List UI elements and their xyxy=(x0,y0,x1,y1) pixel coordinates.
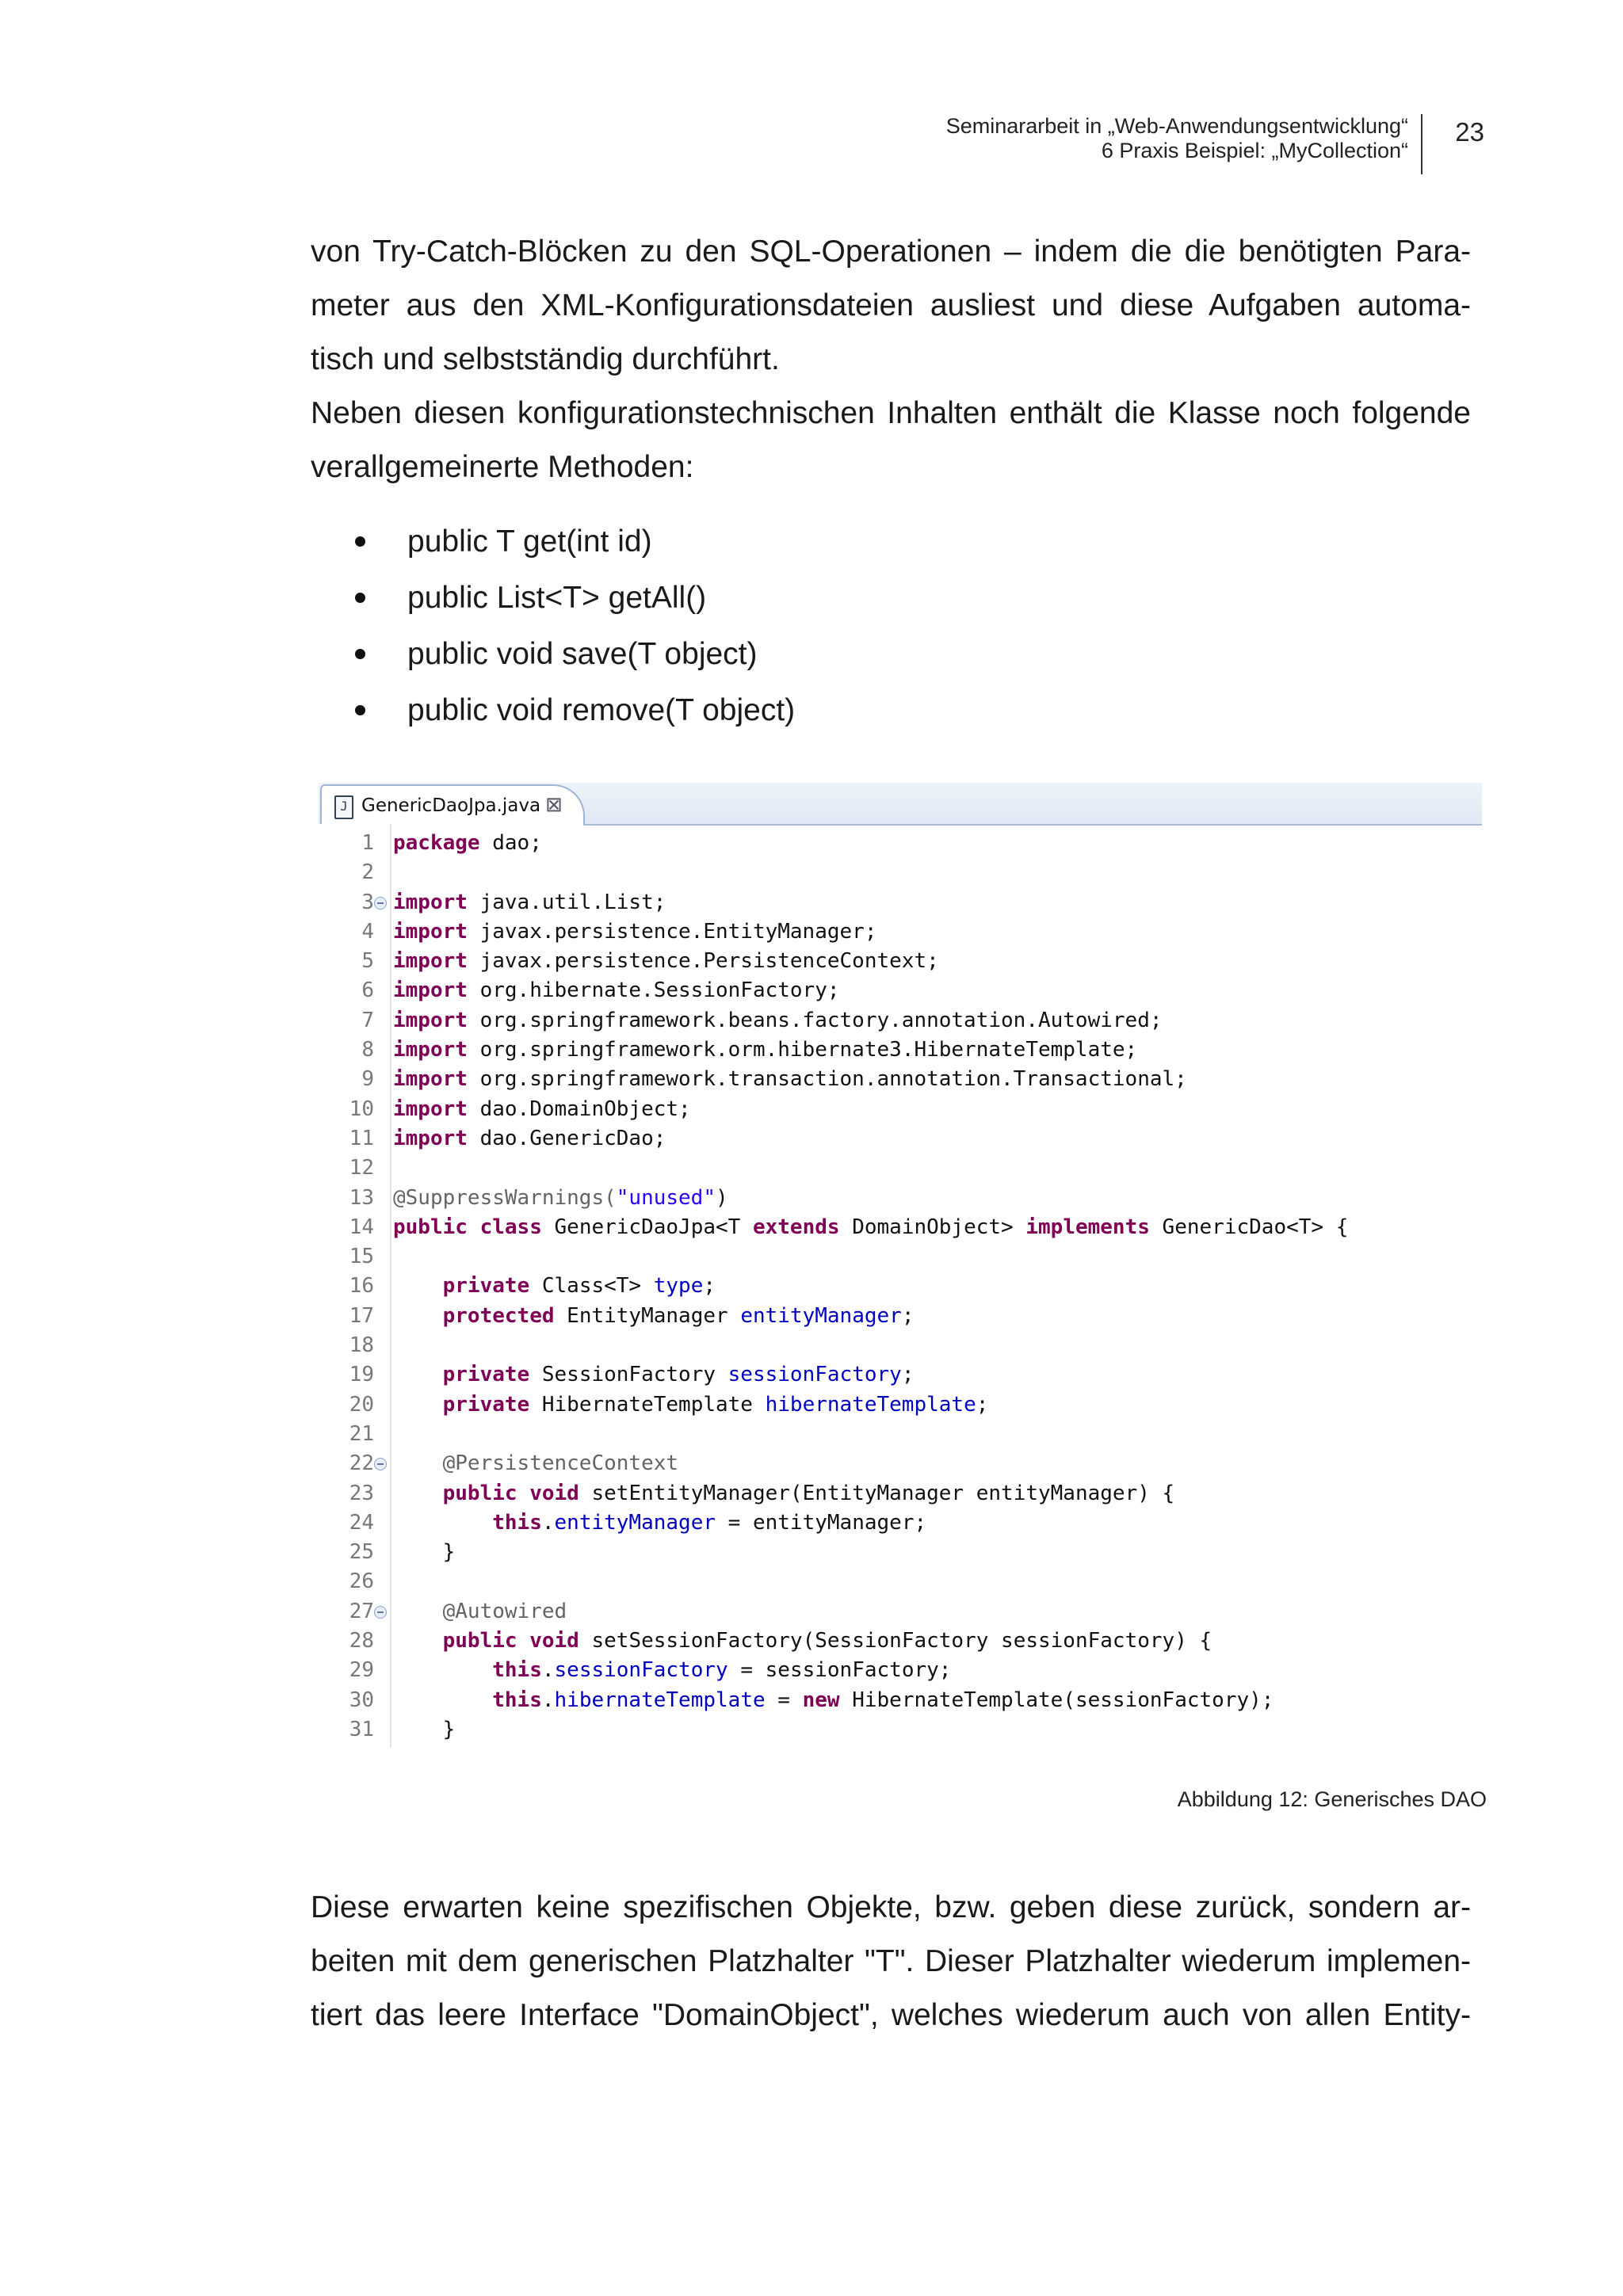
code-editor-screenshot xyxy=(319,783,1482,1748)
method-list xyxy=(355,513,795,738)
intro-paragraph xyxy=(311,225,1471,494)
line-number: 30 xyxy=(349,1688,374,1712)
fold-collapse-icon[interactable] xyxy=(374,1606,387,1619)
method-signature: public void save(T object) xyxy=(407,637,758,671)
page-number: 23 xyxy=(1455,117,1484,147)
line-number: 14 xyxy=(349,1215,374,1239)
bullet-icon xyxy=(355,705,365,715)
text-line: Diese erwarten keine spezifischen Objekte, bzw. geben diese zurück, sondern ar- xyxy=(311,1890,1471,1924)
java-file-icon: J xyxy=(334,795,353,819)
bullet-icon xyxy=(355,649,365,659)
code-line: 31 } xyxy=(319,1715,1482,1745)
fold-collapse-icon[interactable] xyxy=(374,1458,387,1470)
editor-tab-bar xyxy=(319,783,1482,826)
line-number: 6 xyxy=(361,978,374,1003)
text-line: tiert das leere Interface "DomainObject", welches wiederum auch von allen Entity- xyxy=(311,1998,1471,2032)
line-number: 10 xyxy=(349,1097,374,1121)
running-header xyxy=(946,114,1408,163)
text-line: tisch und selbstständig durchführt. xyxy=(311,342,780,376)
editor-tab[interactable] xyxy=(320,784,585,826)
method-signature: public List<T> getAll() xyxy=(407,581,707,615)
line-number: 23 xyxy=(349,1481,374,1505)
code-line: 22 @PersistenceContext xyxy=(319,1449,1482,1478)
line-number: 3 xyxy=(361,890,374,914)
code-line: 23 public void setEntityManager(EntityManager entityManager) { xyxy=(319,1479,1482,1508)
text-line: beiten mit dem generischen Platzhalter "T". Dieser Platzhalter wiederum implemen- xyxy=(311,1944,1471,1978)
code-line: 10 import dao.DomainObject; xyxy=(319,1095,1482,1124)
line-number: 17 xyxy=(349,1303,374,1328)
line-number: 2 xyxy=(361,860,374,885)
line-number: 12 xyxy=(349,1156,374,1180)
line-number: 8 xyxy=(361,1038,374,1062)
code-line xyxy=(319,1242,1482,1272)
line-number: 24 xyxy=(349,1510,374,1535)
figure-caption: Abbildung 12: Generisches DAO xyxy=(1177,1787,1487,1811)
line-number: 31 xyxy=(349,1717,374,1741)
text-line: von Try-Catch-Blöcken zu den SQL-Operationen – indem die die benötigten Para- xyxy=(311,235,1471,269)
code-line: 11 import dao.GenericDao; xyxy=(319,1124,1482,1154)
line-number: 7 xyxy=(361,1008,374,1032)
code-line: 30 this.hibernateTemplate = new HibernateTemplate(sessionFactory); xyxy=(319,1686,1482,1715)
line-number: 20 xyxy=(349,1392,374,1417)
line-number: 29 xyxy=(349,1658,374,1683)
line-number: 28 xyxy=(349,1629,374,1653)
code-line: 7 import org.springframework.beans.factory.annotation.Autowired; xyxy=(319,1006,1482,1035)
code-line: 4 import javax.persistence.EntityManager; xyxy=(319,917,1482,947)
code-line xyxy=(319,1567,1482,1596)
text-line: meter aus den XML-Konfigurationsdateien ausliest und diese Aufgaben automa- xyxy=(311,288,1471,322)
code-line: 1 package dao; xyxy=(319,829,1482,858)
header-divider xyxy=(1421,114,1423,174)
bullet-icon xyxy=(355,536,365,547)
code-line: 13 @SuppressWarnings("unused") xyxy=(319,1184,1482,1213)
line-number: 21 xyxy=(349,1421,374,1446)
list-item xyxy=(355,513,795,570)
list-item xyxy=(355,682,795,738)
line-number: 19 xyxy=(349,1363,374,1387)
line-number: 15 xyxy=(349,1245,374,1269)
code-line: 25 } xyxy=(319,1538,1482,1567)
header-chapter: 6 Praxis Beispiel: „MyCollection“ xyxy=(1101,139,1408,162)
code-line: 24 this.entityManager = entityManager; xyxy=(319,1508,1482,1538)
outro-paragraph xyxy=(311,1881,1471,2042)
code-line: 27 @Autowired xyxy=(319,1597,1482,1627)
close-icon[interactable]: ⊠ xyxy=(545,792,563,816)
code-line: 14 public class GenericDaoJpa<T extends DomainObject> implements GenericDao<T> { xyxy=(319,1213,1482,1242)
code-line: 17 protected EntityManager entityManager; xyxy=(319,1302,1482,1331)
text-line: Neben diesen konfigurationstechnischen Inhalten enthält die Klasse noch folgende xyxy=(311,396,1471,430)
bullet-icon xyxy=(355,593,365,603)
method-signature: public T get(int id) xyxy=(407,524,652,559)
method-signature: public void remove(T object) xyxy=(407,693,796,727)
code-line: 5 import javax.persistence.PersistenceContext; xyxy=(319,947,1482,976)
line-number: 27 xyxy=(349,1599,374,1623)
line-number: 22 xyxy=(349,1451,374,1476)
text-line: verallgemeinerte Methoden: xyxy=(311,450,694,484)
line-number: 9 xyxy=(361,1067,374,1092)
tab-title: GenericDaoJpa.java xyxy=(361,795,541,816)
code-line: 20 private HibernateTemplate hibernateTemplate; xyxy=(319,1390,1482,1420)
line-number: 16 xyxy=(349,1274,374,1299)
code-line xyxy=(319,1331,1482,1360)
code-line xyxy=(319,1420,1482,1449)
line-number: 5 xyxy=(361,949,374,974)
line-number: 13 xyxy=(349,1185,374,1210)
code-line xyxy=(319,858,1482,887)
code-line: 8 import org.springframework.orm.hibernate3.HibernateTemplate; xyxy=(319,1035,1482,1065)
line-number: 18 xyxy=(349,1333,374,1358)
code-line: 9 import org.springframework.transaction.annotation.Transactional; xyxy=(319,1065,1482,1094)
code-line: 19 private SessionFactory sessionFactory; xyxy=(319,1360,1482,1390)
code-line: 29 this.sessionFactory = sessionFactory; xyxy=(319,1656,1482,1685)
line-number: 4 xyxy=(361,919,374,944)
line-number: 26 xyxy=(349,1569,374,1594)
line-number: 11 xyxy=(349,1126,374,1150)
list-item xyxy=(355,570,795,626)
fold-collapse-icon[interactable] xyxy=(374,897,387,910)
code-line: 28 public void setSessionFactory(SessionFactory sessionFactory) { xyxy=(319,1627,1482,1656)
code-line: 3 import java.util.List; xyxy=(319,888,1482,917)
code-line: 6 import org.hibernate.SessionFactory; xyxy=(319,976,1482,1005)
line-number: 25 xyxy=(349,1540,374,1565)
line-number: 1 xyxy=(361,831,374,855)
header-title: Seminararbeit in „Web-Anwendungsentwicklung“ xyxy=(945,114,1408,138)
list-item xyxy=(355,626,795,682)
code-listing xyxy=(319,829,1482,1745)
code-line: 16 private Class<T> type; xyxy=(319,1272,1482,1301)
code-line xyxy=(319,1154,1482,1183)
